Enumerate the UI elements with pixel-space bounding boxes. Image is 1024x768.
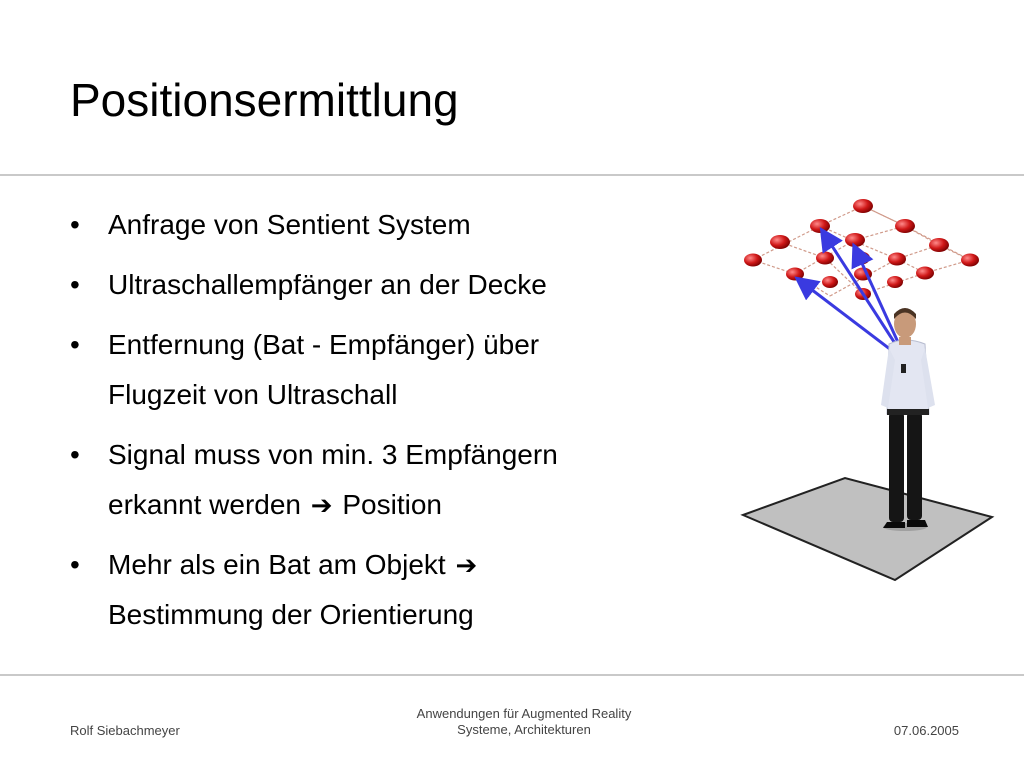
bullet-text: Mehr als ein Bat am Objekt [108, 549, 446, 580]
bullet-marker: • [70, 269, 80, 300]
bullet-text: Ultraschallempfänger an der Decke [108, 269, 547, 300]
bullet-item [70, 200, 690, 250]
bullet-text: erkannt werden [108, 489, 302, 520]
bullet-text: Signal muss von min. 3 Empfängern [108, 439, 558, 470]
signal-lines [799, 232, 907, 362]
bullet-list [70, 200, 690, 650]
bullet-text: Flugzeit von Ultraschall [108, 379, 398, 410]
sensor [895, 219, 915, 233]
bullet-text: Entfernung (Bat - Empfänger) über [108, 329, 540, 360]
bullet-marker: • [70, 329, 80, 360]
bullet-marker: • [70, 439, 80, 470]
bullet-marker: • [70, 549, 80, 580]
sensor [853, 199, 873, 213]
bullet-text: Bestimmung der Orientierung [108, 599, 474, 630]
bullet-item [70, 320, 690, 420]
sensor [744, 254, 762, 267]
bullet-text: Position [342, 489, 442, 520]
sensor [816, 252, 834, 265]
footer-author: Rolf Siebachmeyer [70, 723, 180, 738]
footer-date: 07.06.2005 [893, 723, 959, 738]
footer-course-line: Systeme, Architekturen [457, 722, 591, 737]
receiver-sensors [744, 199, 979, 300]
bullet-item [70, 430, 690, 530]
sensor [916, 267, 934, 280]
footer-divider [0, 674, 1024, 676]
sensor [961, 254, 979, 267]
title-divider [0, 174, 1024, 176]
sensor [929, 238, 949, 252]
footer-course-line: Anwendungen für Augmented Reality [416, 706, 632, 721]
sensor [845, 233, 865, 247]
bullet-item [70, 260, 690, 310]
sensor [822, 276, 838, 288]
sensor [770, 235, 790, 249]
sensor [888, 253, 906, 266]
bullet-text: Anfrage von Sentient System [108, 209, 471, 240]
sensor [786, 268, 804, 281]
footer-course [374, 706, 674, 738]
sensor [810, 219, 830, 233]
ultrasound-tracking-illustration [735, 190, 1000, 590]
person-figure [881, 308, 935, 531]
sensor [887, 276, 903, 288]
bullet-item [70, 540, 690, 640]
bullet-marker: • [70, 209, 80, 240]
floor-plane [743, 478, 992, 580]
slide-title: Positionsermittlung [70, 74, 459, 126]
arrow-right-icon: ➔ [455, 550, 478, 580]
arrow-right-icon: ➔ [310, 490, 333, 520]
